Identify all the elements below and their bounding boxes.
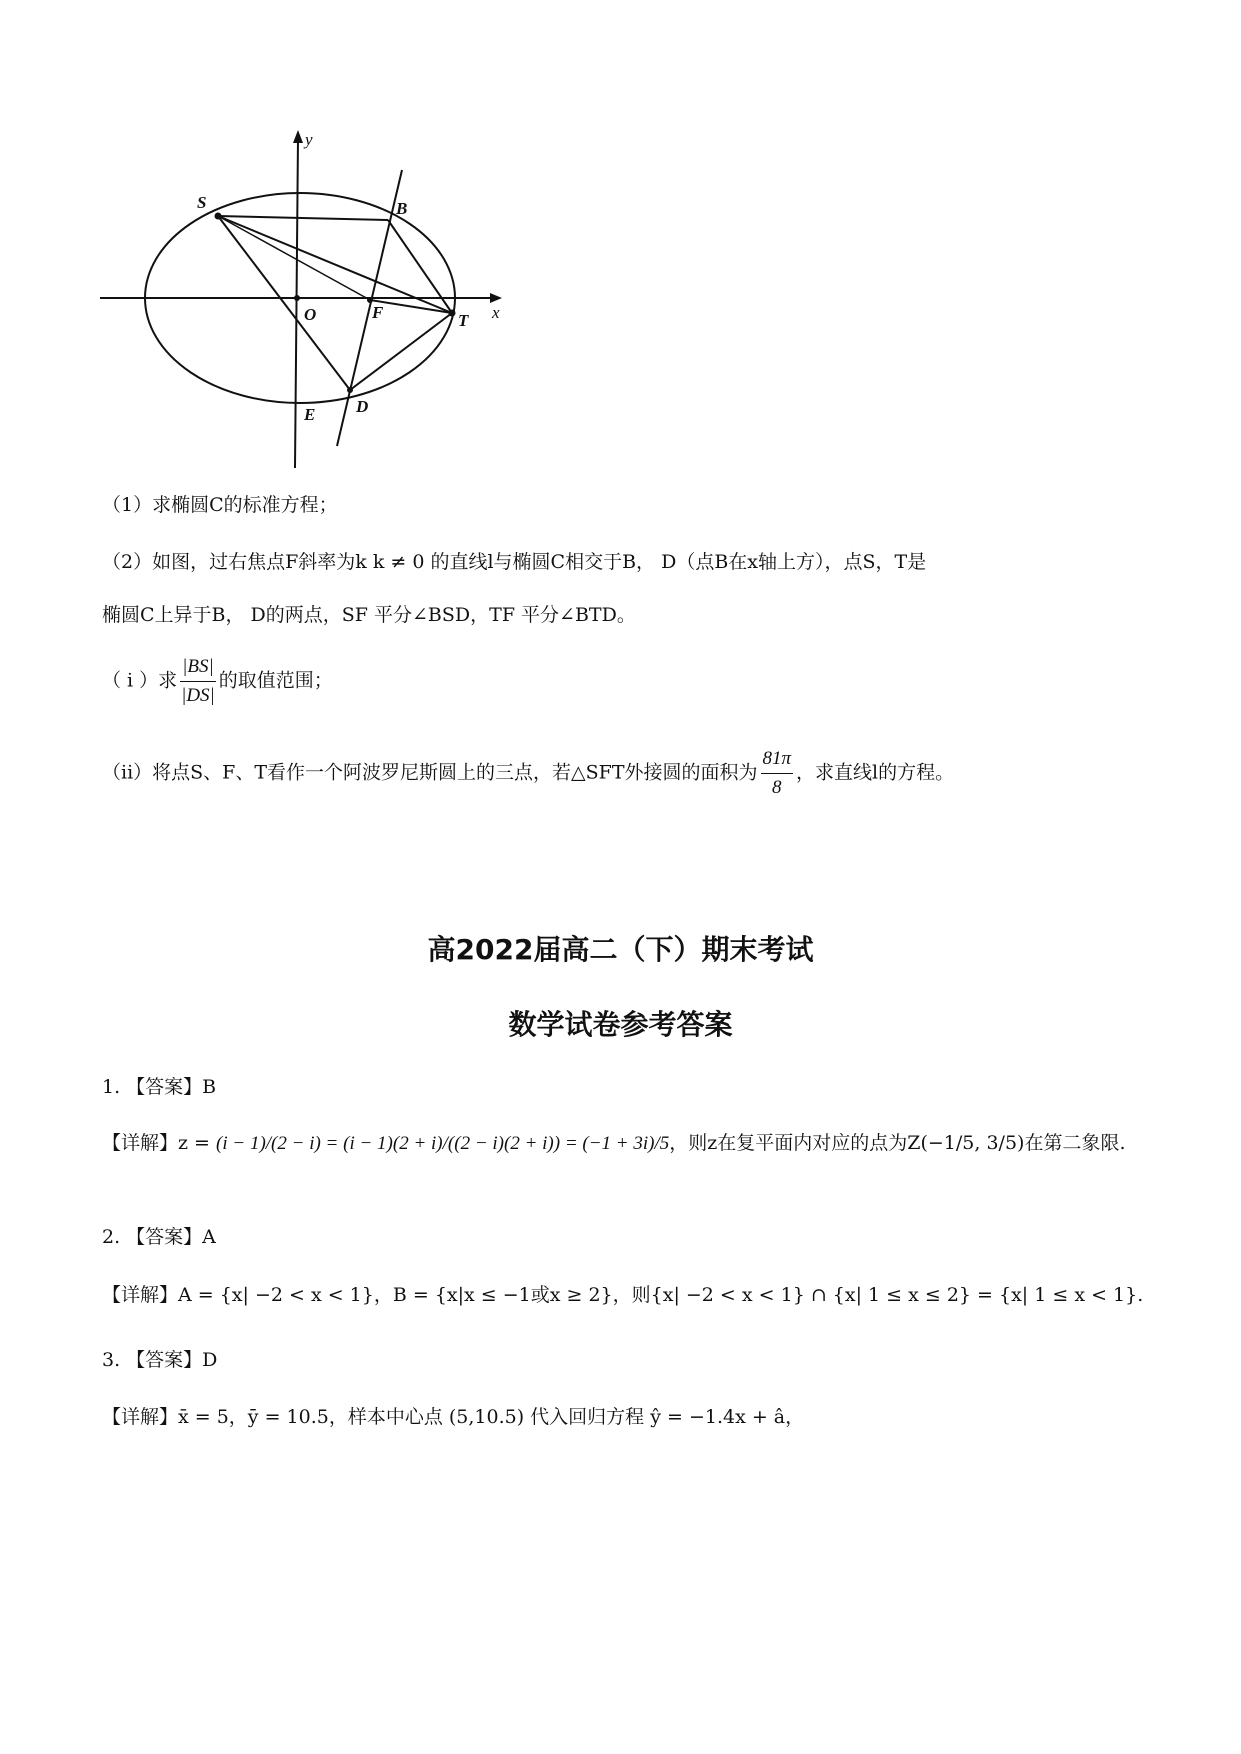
answer-3: 3. 【答案】D (102, 1349, 218, 1371)
point-s-label: S (197, 193, 207, 212)
fraction-numerator: |BS| (180, 656, 216, 682)
answer-key-subtitle: 数学试卷参考答案 (508, 1008, 733, 1041)
question-2ii-prefix: （ii）将点S、F、T看作一个阿波罗尼斯圆上的三点，若△SFT外接圆的面积为 (102, 761, 758, 784)
answer-1: 1. 【答案】B (102, 1076, 217, 1098)
question-2-line-1: （2）如图，过右焦点F斜率为k k ≠ 0 的直线l与椭圆C相交于B， D（点B在x轴上方），点S，T是 (102, 551, 927, 573)
question-2i-suffix: 的取值范围； (218, 669, 333, 692)
question-1: （1）求椭圆C的标准方程； (102, 494, 338, 516)
question-2ii (102, 748, 954, 799)
fraction-numerator: 81π (761, 748, 794, 774)
point-f-label: F (372, 303, 384, 322)
fraction-denominator: 8 (772, 777, 782, 798)
answer-key-title: 高2022届高二（下）期末考试 (427, 933, 814, 966)
x-axis-label: x (492, 303, 500, 322)
fraction-denominator: |DS| (181, 685, 215, 706)
detail-1-expr: (i − 1)/(2 − i) = (i − 1)(2 + i)/((2 − i)(2 + i)) = (−1 + 3i)/5 (216, 1133, 670, 1154)
point-o-label: O (304, 305, 317, 324)
question-2i (102, 656, 333, 707)
detail-2: 【详解】A = {x| −2 < x < 1}，B = {x|x ≤ −1或x ≥ 2}，则{x| −2 < x < 1} ∩ {x| 1 ≤ x ≤ 2} = {x| 1 ≤ x < 1}. (102, 1284, 1144, 1306)
detail-1 (102, 1128, 1126, 1155)
point-b-label: B (396, 199, 408, 218)
ellipse-figure (100, 128, 520, 470)
point-e-label: E (304, 405, 316, 424)
y-axis-label: y (305, 130, 313, 149)
point-t-label: T (458, 311, 469, 330)
point-d-label: D (356, 397, 369, 416)
question-2ii-suffix: ，求直线l的方程。 (796, 761, 955, 784)
detail-1-suffix: ，则z在复平面内对应的点为Z(−1/5, 3/5)在第二象限. (669, 1132, 1126, 1154)
bs-ds-fraction (180, 656, 216, 707)
question-2-line-2: 椭圆C上异于B， D的两点，SF 平分∠BSD，TF 平分∠BTD。 (102, 604, 636, 626)
detail-1-prefix: 【详解】z = (102, 1132, 217, 1154)
detail-3: 【详解】x̄ = 5，ȳ = 10.5，样本中心点 (5,10.5) 代入回归方程 ŷ = −1.4x + â， (102, 1406, 805, 1428)
answer-2: 2. 【答案】A (102, 1226, 216, 1248)
question-2i-prefix: （ i ）求 (102, 669, 178, 692)
area-fraction (761, 748, 794, 799)
